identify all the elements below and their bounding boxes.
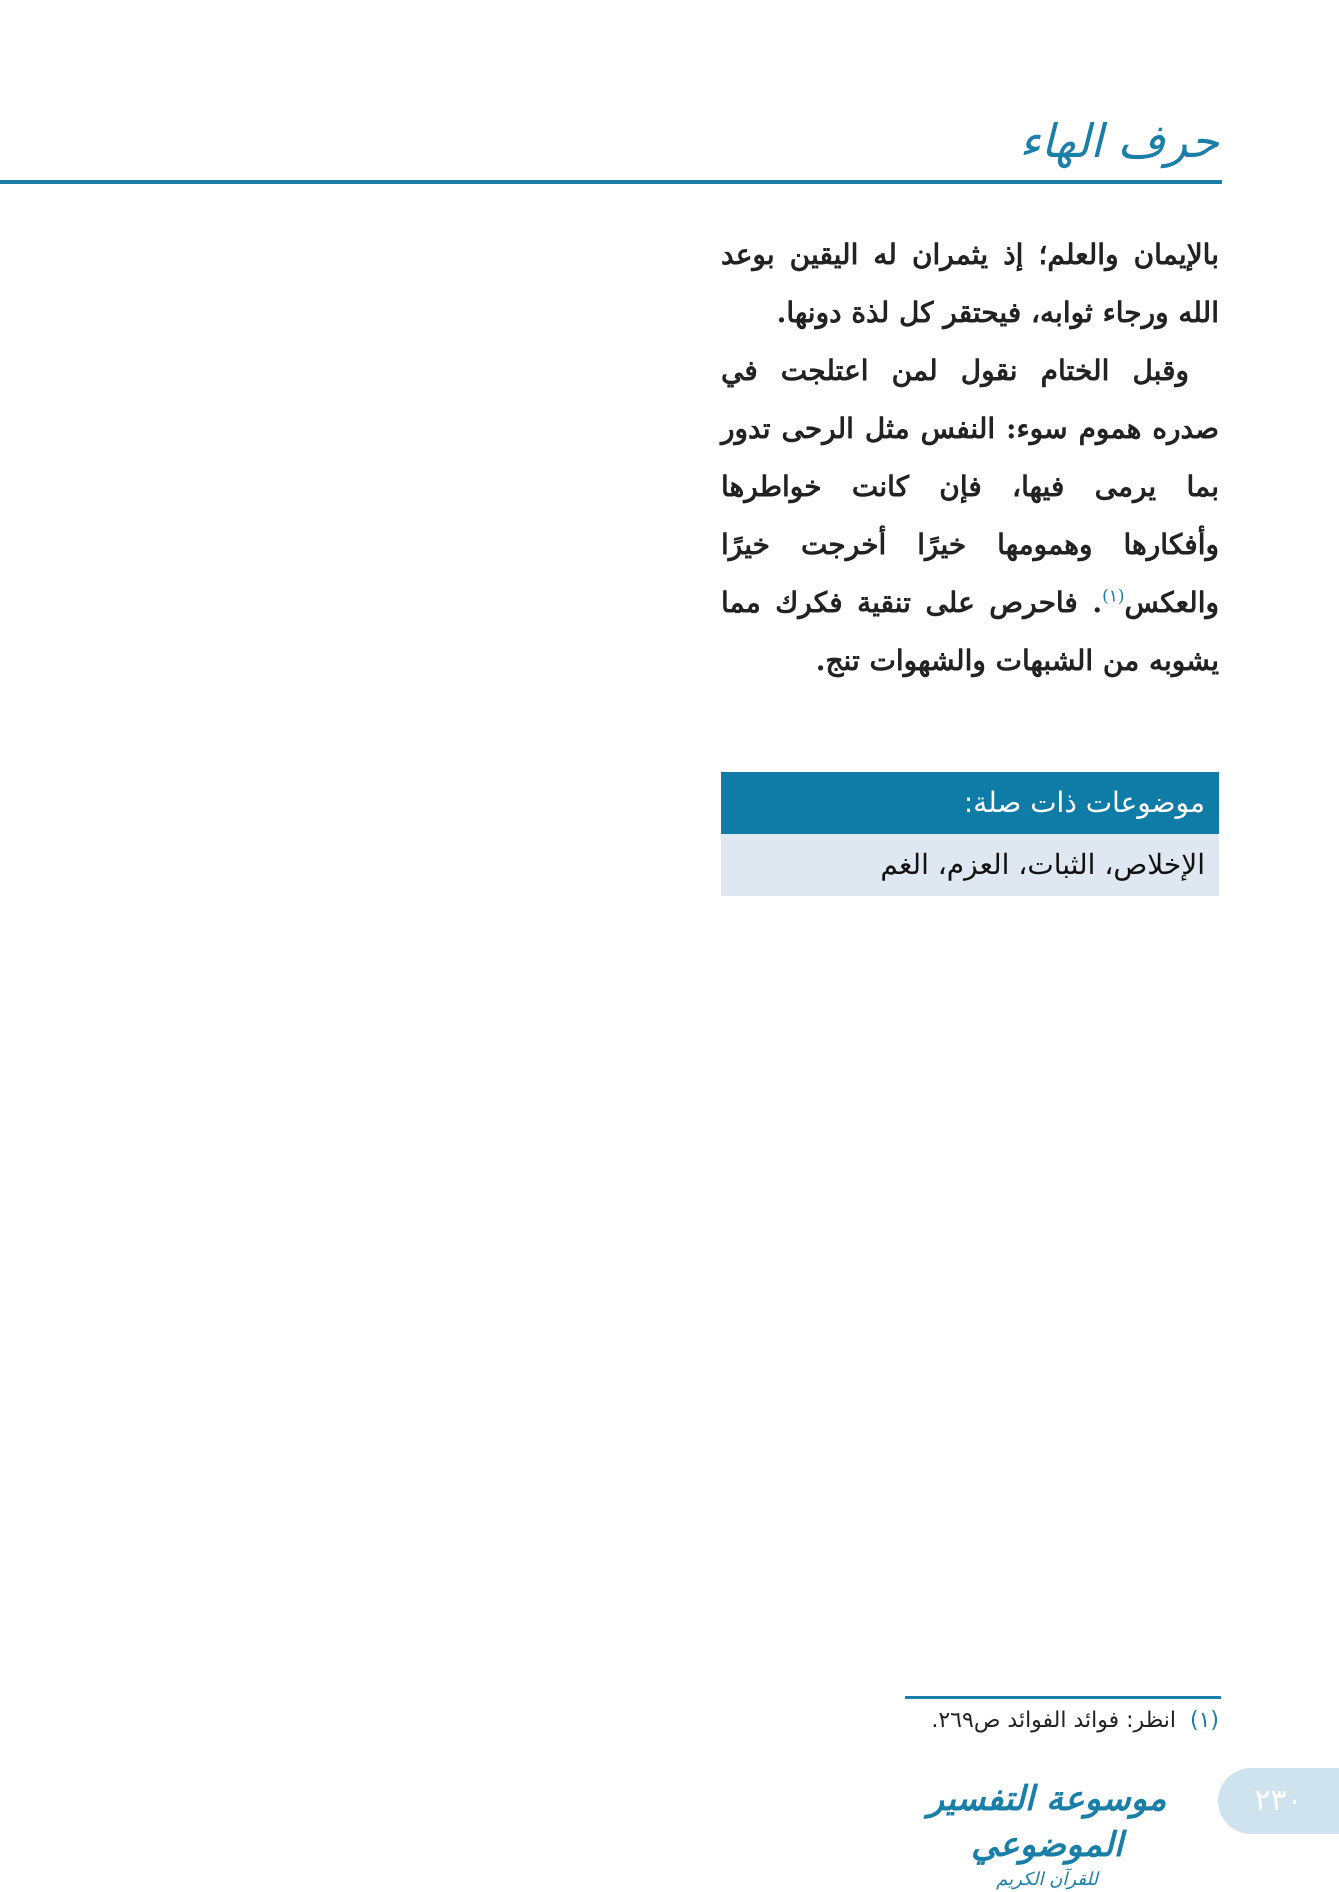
page-number: ٢٣٠: [1254, 1783, 1303, 1818]
paragraph-2-part-1: وقبل الختام نقول لمن اعتلجت في صدره هموم سوء: النفس مثل الرحى تدور بما يرمى فيها، فإن كانت خواطرها وأفكارها وهمومها خيرًا أخرجت خيرًا والعكس: [721, 354, 1219, 619]
chapter-title: حرف الهاء: [1019, 114, 1219, 168]
footnote-reference[interactable]: (١): [1102, 586, 1125, 607]
paragraph-2-part-2: . فاحرص على تنقية فكرك مما يشوبه من الشبهات والشهوات تنج.: [721, 586, 1219, 677]
footnote-number: (١): [1189, 1708, 1219, 1733]
page-number-tab: [1218, 1768, 1339, 1834]
related-topics-heading: موضوعات ذات صلة:: [721, 772, 1219, 834]
header-divider: [0, 180, 1222, 184]
footnote: [931, 1708, 1219, 1733]
related-topics-list: الإخلاص، الثبات، العزم، الغم: [721, 834, 1219, 896]
logo-sub-text: للقرآن الكريم: [996, 1869, 1098, 1890]
encyclopedia-logo: [912, 1776, 1182, 1890]
paragraph-1: بالإيمان والعلم؛ إذ يثمران له اليقين بوعد الله ورجاء ثوابه، فيحتقر كل لذة دونها.: [721, 238, 1219, 329]
related-topics-box: [721, 772, 1219, 896]
logo-main-text: موسوعة التفسير الموضوعي: [927, 1779, 1167, 1865]
footnote-text: انظر: فوائد الفوائد ص٢٦٩.: [931, 1708, 1176, 1733]
footnote-divider: [905, 1696, 1221, 1699]
paragraph-2: [721, 342, 1219, 690]
main-text: [721, 226, 1219, 690]
